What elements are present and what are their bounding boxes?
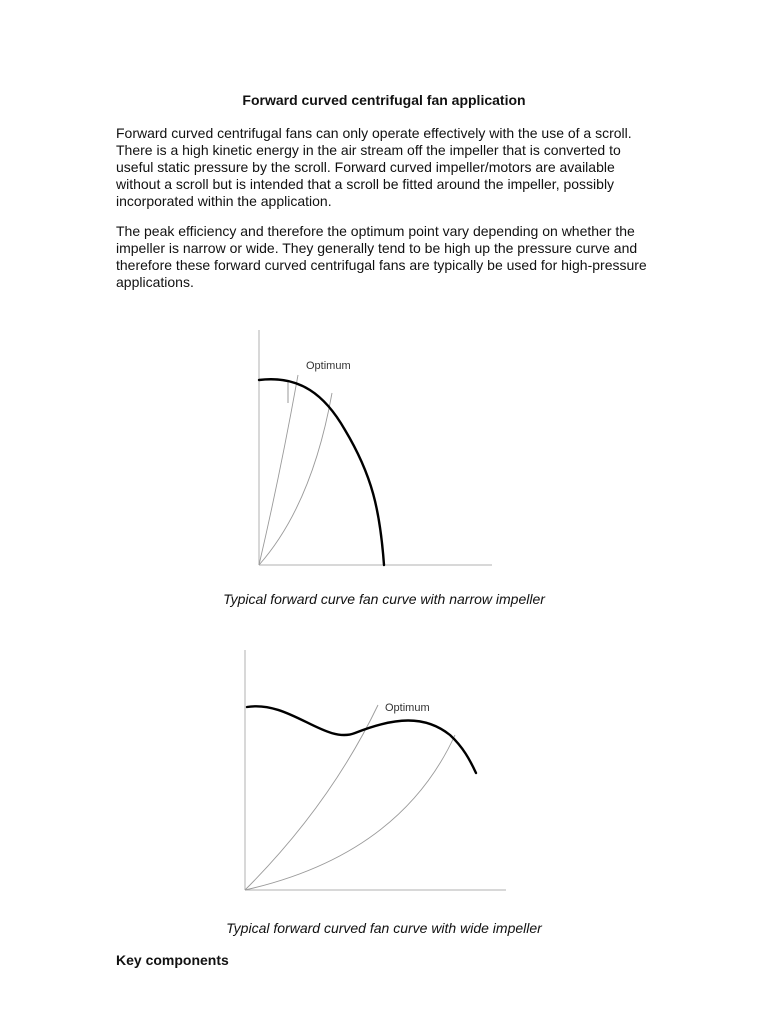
optimum-label: Optimum xyxy=(306,360,351,372)
paragraph-scroll: Forward curved centrifugal fans can only operate effectively with the use of a scroll. There is a high kinetic energy in the air stream off the impeller that is converted to useful static pressure by the scroll. Forward curved impeller/motors are available without a scroll but is intended that a scroll be fitted around the impeller, possibly incorporated within the application. xyxy=(116,125,632,209)
system-curve-shallow xyxy=(245,735,455,890)
document-title: Forward curved centrifugal fan application xyxy=(242,92,526,108)
fan-pressure-curve xyxy=(247,706,476,773)
section-heading: Key components xyxy=(116,952,229,968)
optimum-label: Optimum xyxy=(385,702,430,714)
narrow-impeller-fan-curve-figure xyxy=(0,325,768,575)
wide-impeller-fan-curve-figure xyxy=(0,645,768,900)
figure-caption-narrow: Typical forward curve fan curve with narrow impeller xyxy=(223,591,545,607)
system-curve-shallow xyxy=(259,393,332,565)
fan-pressure-curve xyxy=(259,379,384,565)
figure-caption-wide: Typical forward curved fan curve with wide impeller xyxy=(226,920,542,936)
system-curve-steep xyxy=(259,375,298,565)
paragraph-efficiency: The peak efficiency and therefore the optimum point vary depending on whether the impeller is narrow or wide. They generally tend to be high up the pressure curve and therefore these forward curved centrifugal fans are typically be used for high-pressure applications. xyxy=(116,223,647,290)
